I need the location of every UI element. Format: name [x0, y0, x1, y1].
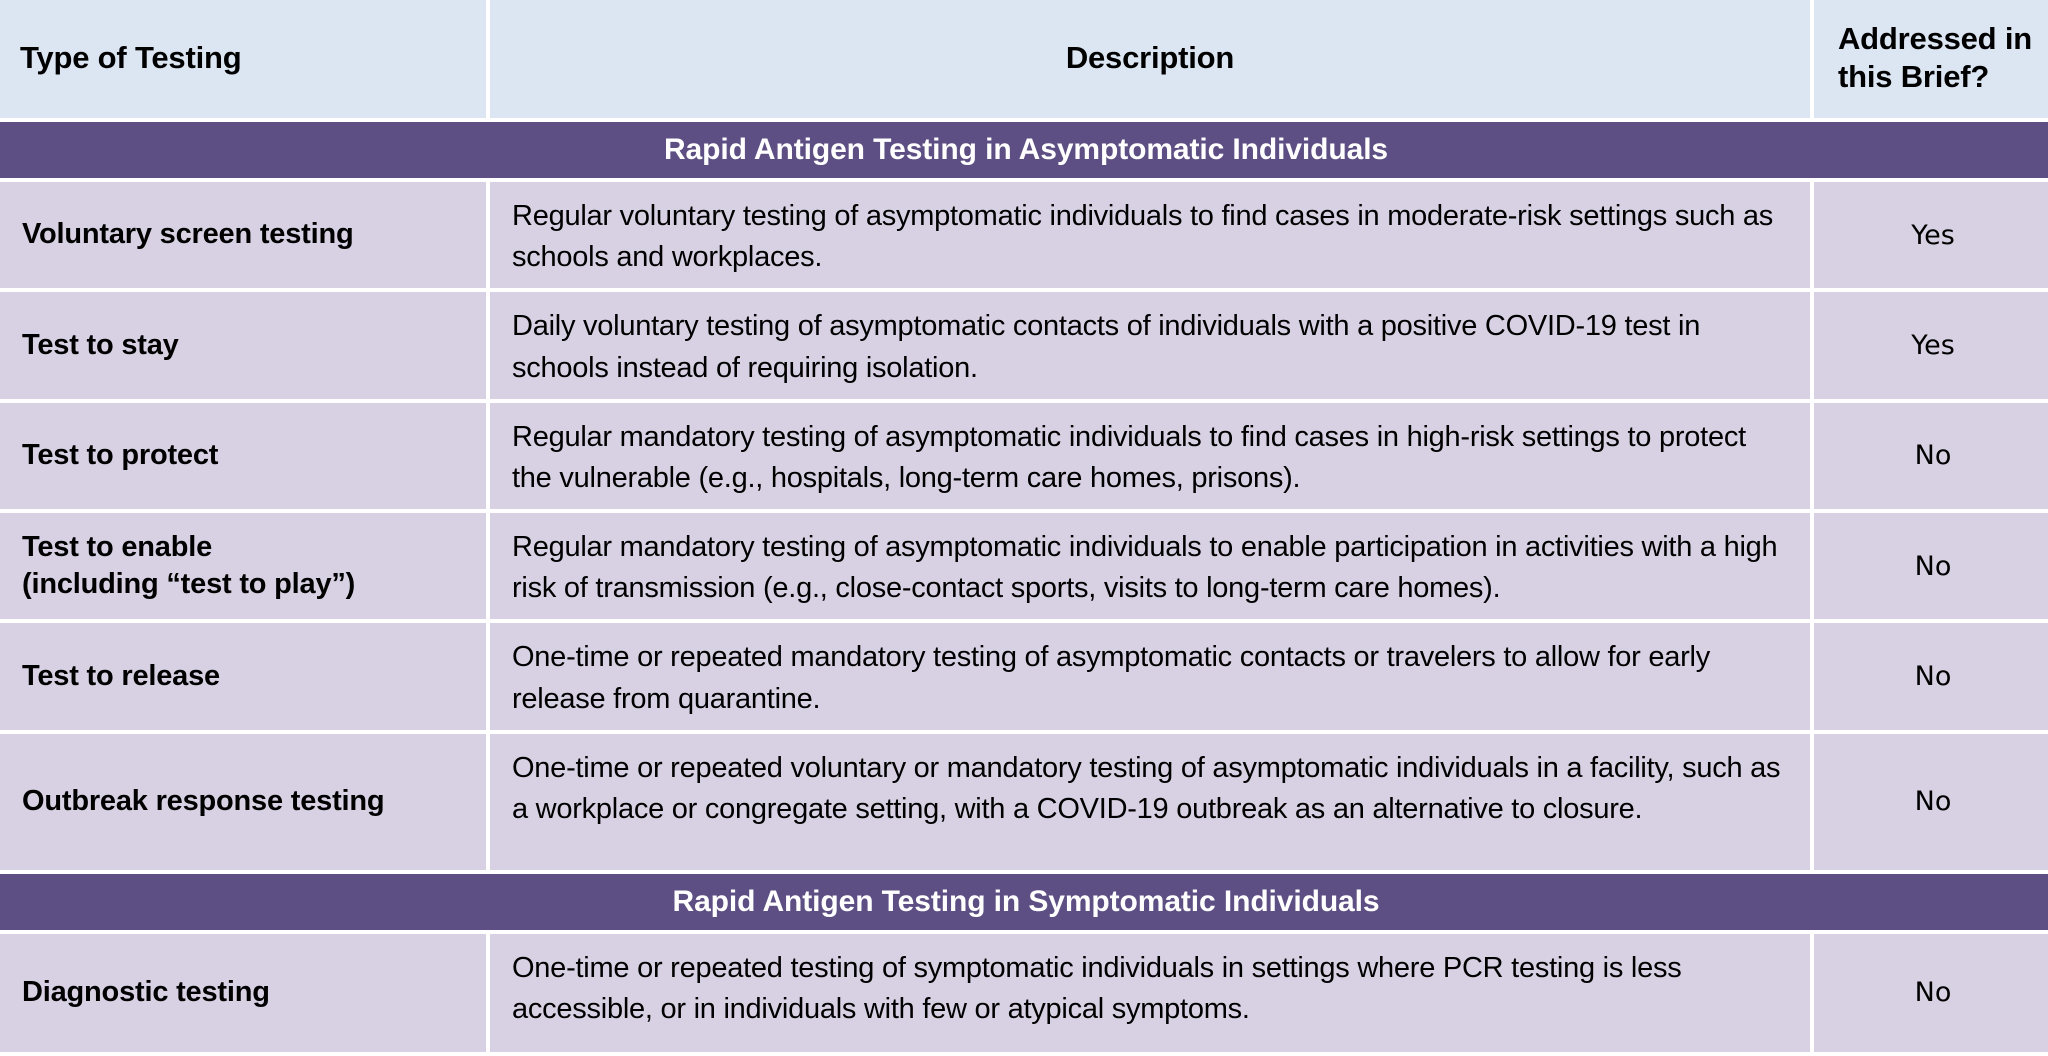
section-header-row [0, 874, 2048, 930]
cell-type: Test to release [0, 623, 486, 729]
table-row [0, 623, 2048, 729]
cell-type-line-2: (including “test to play”) [22, 568, 356, 601]
cell-type: Test to protect [0, 403, 486, 509]
cell-description: One-time or repeated testing of symptomatic individuals in settings where PCR testing is less accessible, or in individuals with few or atypical symptoms. [490, 934, 1810, 1052]
table-header [0, 0, 2048, 118]
table-row [0, 292, 2048, 398]
cell-description: Daily voluntary testing of asymptomatic contacts of individuals with a positive COVID-19 test in schools instead of requiring isolation. [490, 292, 1810, 398]
cell-type-line-1: Test to enable [22, 530, 213, 563]
cell-type: Test to stay [0, 292, 486, 398]
cell-description: One-time or repeated voluntary or mandatory testing of asymptomatic individuals in a facility, such as a workplace or congregate setting, with a COVID-19 outbreak as an alternative to closure. [490, 734, 1810, 870]
cell-addressed: Yes [1814, 182, 2048, 288]
table-body [0, 122, 2048, 1052]
cell-addressed: No [1814, 734, 2048, 870]
table-row [0, 513, 2048, 619]
section-header-row [0, 122, 2048, 178]
table-row [0, 182, 2048, 288]
section-title-asymptomatic: Rapid Antigen Testing in Asymptomatic Individuals [0, 122, 2048, 178]
cell-type [0, 513, 486, 619]
cell-addressed: No [1814, 513, 2048, 619]
cell-type: Outbreak response testing [0, 734, 486, 870]
column-header-description: Description [490, 0, 1810, 118]
cell-addressed: No [1814, 403, 2048, 509]
section-title-symptomatic: Rapid Antigen Testing in Symptomatic Individuals [0, 874, 2048, 930]
table-row [0, 734, 2048, 870]
cell-description: Regular mandatory testing of asymptomatic individuals to find cases in high-risk settings to protect the vulnerable (e.g., hospitals, long-term care homes, prisons). [490, 403, 1810, 509]
cell-description: Regular mandatory testing of asymptomatic individuals to enable participation in activities with a high risk of transmission (e.g., close-contact sports, visits to long-term care homes). [490, 513, 1810, 619]
column-header-type-of-testing: Type of Testing [0, 0, 486, 118]
cell-addressed: Yes [1814, 292, 2048, 398]
column-header-addressed-in-this-brief: Addressed in this Brief? [1814, 0, 2048, 118]
cell-addressed: No [1814, 934, 2048, 1052]
cell-type: Diagnostic testing [0, 934, 486, 1052]
header-row [0, 0, 2048, 118]
cell-description: One-time or repeated mandatory testing of asymptomatic contacts or travelers to allow for early release from quarantine. [490, 623, 1810, 729]
table-row [0, 403, 2048, 509]
table-row [0, 934, 2048, 1052]
cell-description: Regular voluntary testing of asymptomatic individuals to find cases in moderate-risk settings such as schools and workplaces. [490, 182, 1810, 288]
cell-addressed: No [1814, 623, 2048, 729]
cell-type: Voluntary screen testing [0, 182, 486, 288]
